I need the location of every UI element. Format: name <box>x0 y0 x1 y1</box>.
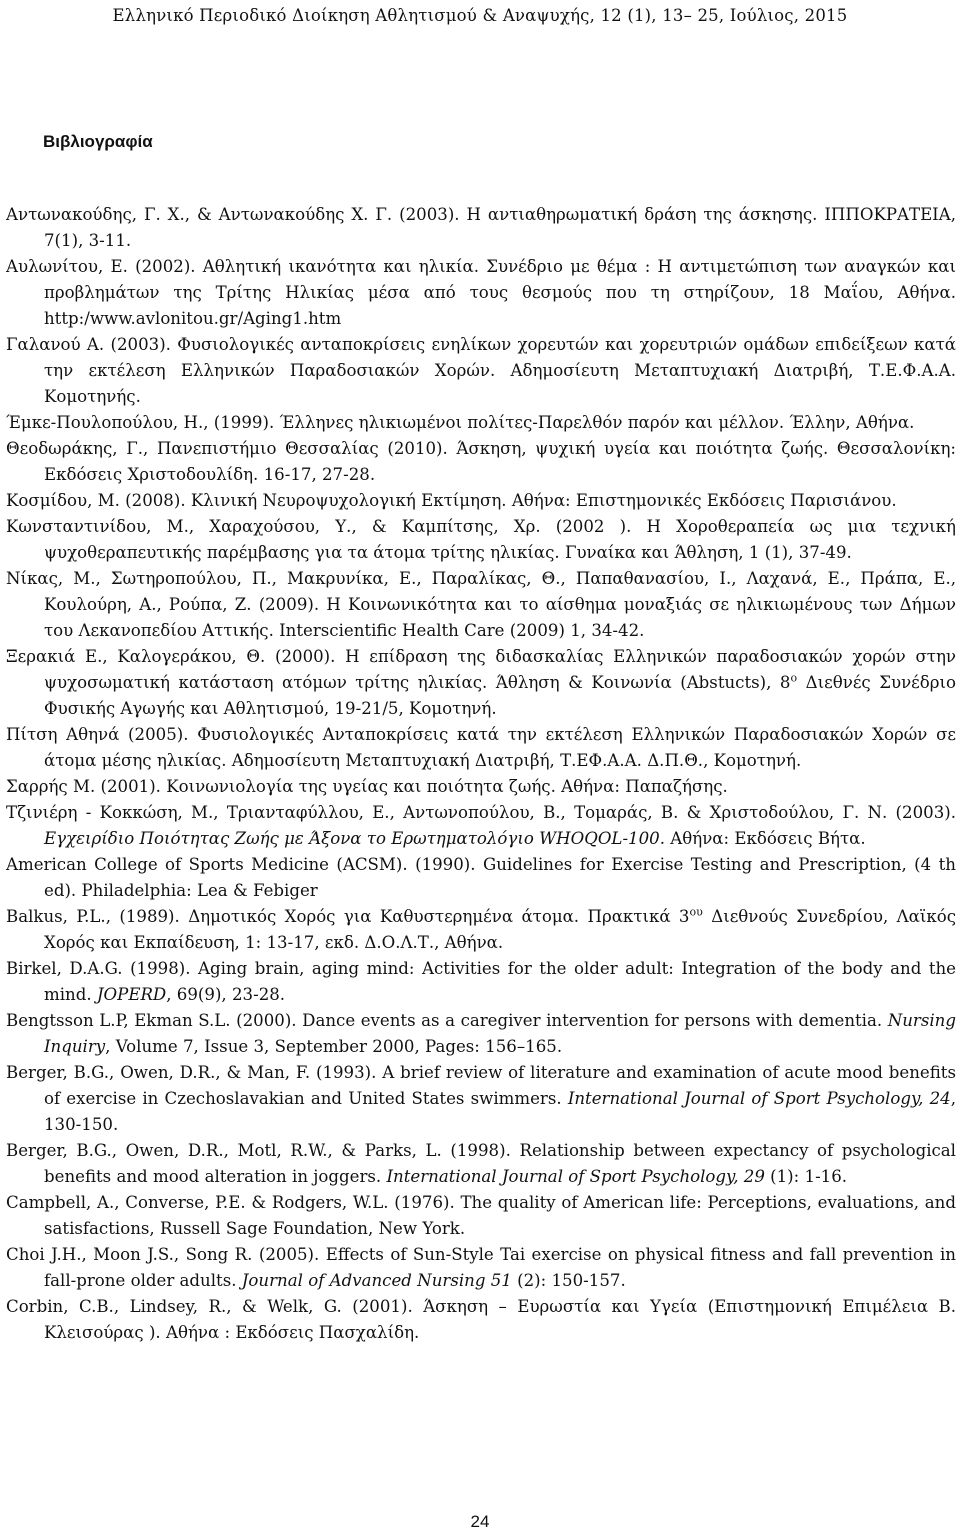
reference-item: Πίτση Αθηνά (2005). Φυσιολογικές Ανταποκρίσεις κατά την εκτέλεση Ελληνικών Παραδοσιακών Χορών σε άτομα μέσης ηλικίας. Αδημοσίευτη Μεταπτυχιακή Διατριβή, Τ.ΕΦ.Α.Α. Δ.Π.Θ., Κομοτηνή. <box>6 725 956 770</box>
reference-item: Νίκας, Μ., Σωτηροπούλου, Π., Μακρυνίκα, Ε., Παραλίκας, Θ., Παπαθανασίου, Ι., Λαχανά, Ε., Πράπα, Ε., Κουλούρη, Α., Ρούπα, Ζ. (2009). Η Κοινωνικότητα και το αίσθημα μοναξιάς σε ηλικιωμένους των Δήμων του Λεκανοπεδίου Αττικής. Interscientific Health Care (2009) 1, 34-42. <box>6 569 956 640</box>
reference-item: Θεοδωράκης, Γ., Πανεπιστήμιο Θεσσαλίας (2010). Άσκηση, ψυχική υγεία και ποιότητα ζωής. Θεσσαλονίκη: Εκδόσεις Χριστοδουλίδη. 16-17, 27-28. <box>6 439 956 484</box>
reference-item: Σαρρής Μ. (2001). Κοινωνιολογία της υγείας και ποιότητα ζωής. Αθήνα: Παπαζήσης. <box>6 777 728 796</box>
reference-item: Balkus, P.L., (1989). Δημοτικός Χορός για Καθυστερημένα άτομα. Πρακτικά $3^{o\upsilon}$ Διεθνούς Συνεδρίου, Λαϊκός Χορός και Εκπαίδευση, 1: 13-17, εκδ. Δ.Ο.Λ.Τ., Αθήνα. <box>6 905 956 952</box>
page-number: 24 <box>470 1512 490 1531</box>
reference-item: Αντωνακούδης, Γ. Χ., & Αντωνακούδης Χ. Γ. (2003). Η αντιαθηρωματική δράση της άσκησης. ΙΠΠΟΚΡΑΤΕΙΑ, 7(1), 3-11. <box>6 205 956 250</box>
section-title: Βιβλιογραφία <box>43 132 153 151</box>
reference-item: Campbell, A., Converse, P.E. & Rodgers, W.L. (1976). The quality of American life: Perceptions, evaluations, and satisfactions, Russell Sage Foundation, New York. <box>6 1193 956 1238</box>
reference-item: Κωνσταντινίδου, Μ., Χαραχούσου, Υ., & Καμπίτσης, Χρ. (2002 ). Η Χοροθεραπεία ως μια τεχνική ψυχοθεραπευτικής παρέμβασης για τα άτομα τρίτης ηλικίας. Γυναίκα και Άθληση, 1 (1), 37-49. <box>6 517 956 562</box>
reference-item: Έμκε-Πουλοπούλου, Η., (1999). Έλληνες ηλικιωμένοι πολίτες-Παρελθόν παρόν και μέλλον. Έλλην, Αθήνα. <box>6 413 915 432</box>
reference-item: Γαλανού Α. (2003). Φυσιολογικές ανταποκρίσεις ενηλίκων χορευτών και χορευτριών ομάδων επιδείξεων κατά την εκτέλεση Ελληνικών Παραδοσιακών Χορών. Αδημοσίευτη Μεταπτυχιακή Διατριβή, Τ.Ε.Φ.Α.Α. Κομοτηνής. <box>6 335 956 406</box>
reference-item: American College of Sports Medicine (ACSM). (1990). Guidelines for Exercise Testing and Prescription, (4 th ed). Philadelphia: Lea & Febiger <box>6 855 956 900</box>
reference-item: Ξερακιά Ε., Καλογεράκου, Θ. (2000). Η επίδραση της διδασκαλίας Ελληνικών παραδοσιακών χορών στην ψυχοσωματική κατάσταση ατόμων τρίτης ηλικίας. Άθληση & Κοινωνία (Abstucts), $8^o$ Διεθνές Συνέδριο Φυσικής Αγωγής και Αθλητισμού, 19-21/5, Κομοτηνή. <box>6 647 956 718</box>
reference-item: Bengtsson L.P, Ekman S.L. (2000). Dance events as a caregiver intervention for persons with dementia. Nursing Inquiry, Volume 7, Issue 3, September 2000, Pages: 156–165. <box>6 1011 956 1056</box>
reference-item: Κοσμίδου, Μ. (2008). Κλινική Νευροψυχολογική Εκτίμηση. Αθήνα: Επιστημονικές Εκδόσεις Παρισιάνου. <box>6 491 897 510</box>
running-header: Ελληνικό Περιοδικό Διοίκηση Αθλητισμού & Αναψυχής, 12 (1), 13– 25, Ιούλιος, 2015 <box>112 6 848 25</box>
reference-item: Berger, B.G., Owen, D.R., & Man, F. (1993). A brief review of literature and examination of acute mood benefits of exercise in Czechoslavakian and United States swimmers. International Journal of Sport Psychology, 24, 130-150. <box>6 1063 956 1134</box>
reference-item: Corbin, C.B., Lindsey, R., & Welk, G. (2001). Άσκηση – Ευρωστία και Υγεία (Επιστημονική Επιμέλεια Β. Κλεισούρας ). Αθήνα : Εκδόσεις Πασχαλίδη. <box>6 1297 956 1342</box>
reference-item: Αυλωνίτου, Ε. (2002). Αθλητική ικανότητα και ηλικία. Συνέδριο με θέμα : Η αντιμετώπιση των αναγκών και προβλημάτων της Τρίτης Ηλικίας μέσα από τους θεσμούς που τη στηρίζουν, 18 Μαΐου, Αθήνα. http:/www.avlonitou.gr/Aging1.htm <box>6 257 956 328</box>
reference-item: Τζινιέρη - Κοκκώση, Μ., Τριανταφύλλου, Ε., Αντωνοπούλου, Β., Τομαράς, Β. & Χριστοδούλου, Γ. Ν. (2003). Εγχειρίδιο Ποιότητας Ζωής με Άξονα το Ερωτηματολόγιο WHOQOL-100. Αθήνα: Εκδόσεις Βήτα. <box>6 803 956 848</box>
reference-list <box>6 202 956 1346</box>
reference-item: Choi J.H., Moon J.S., Song R. (2005). Effects of Sun-Style Tai exercise on physical fitness and fall prevention in fall-prone older adults. Journal of Advanced Nursing 51 (2): 150-157. <box>6 1245 956 1290</box>
reference-item: Birkel, D.A.G. (1998). Aging brain, aging mind: Activities for the older adult: Integration of the body and the mind. JOPERD, 69(9), 23-28. <box>6 959 956 1004</box>
reference-item: Berger, B.G., Owen, D.R., Motl, R.W., & Parks, L. (1998). Relationship between expectancy of psychological benefits and mood alteration in joggers. International Journal of Sport Psychology, 29 (1): 1-16. <box>6 1141 956 1186</box>
